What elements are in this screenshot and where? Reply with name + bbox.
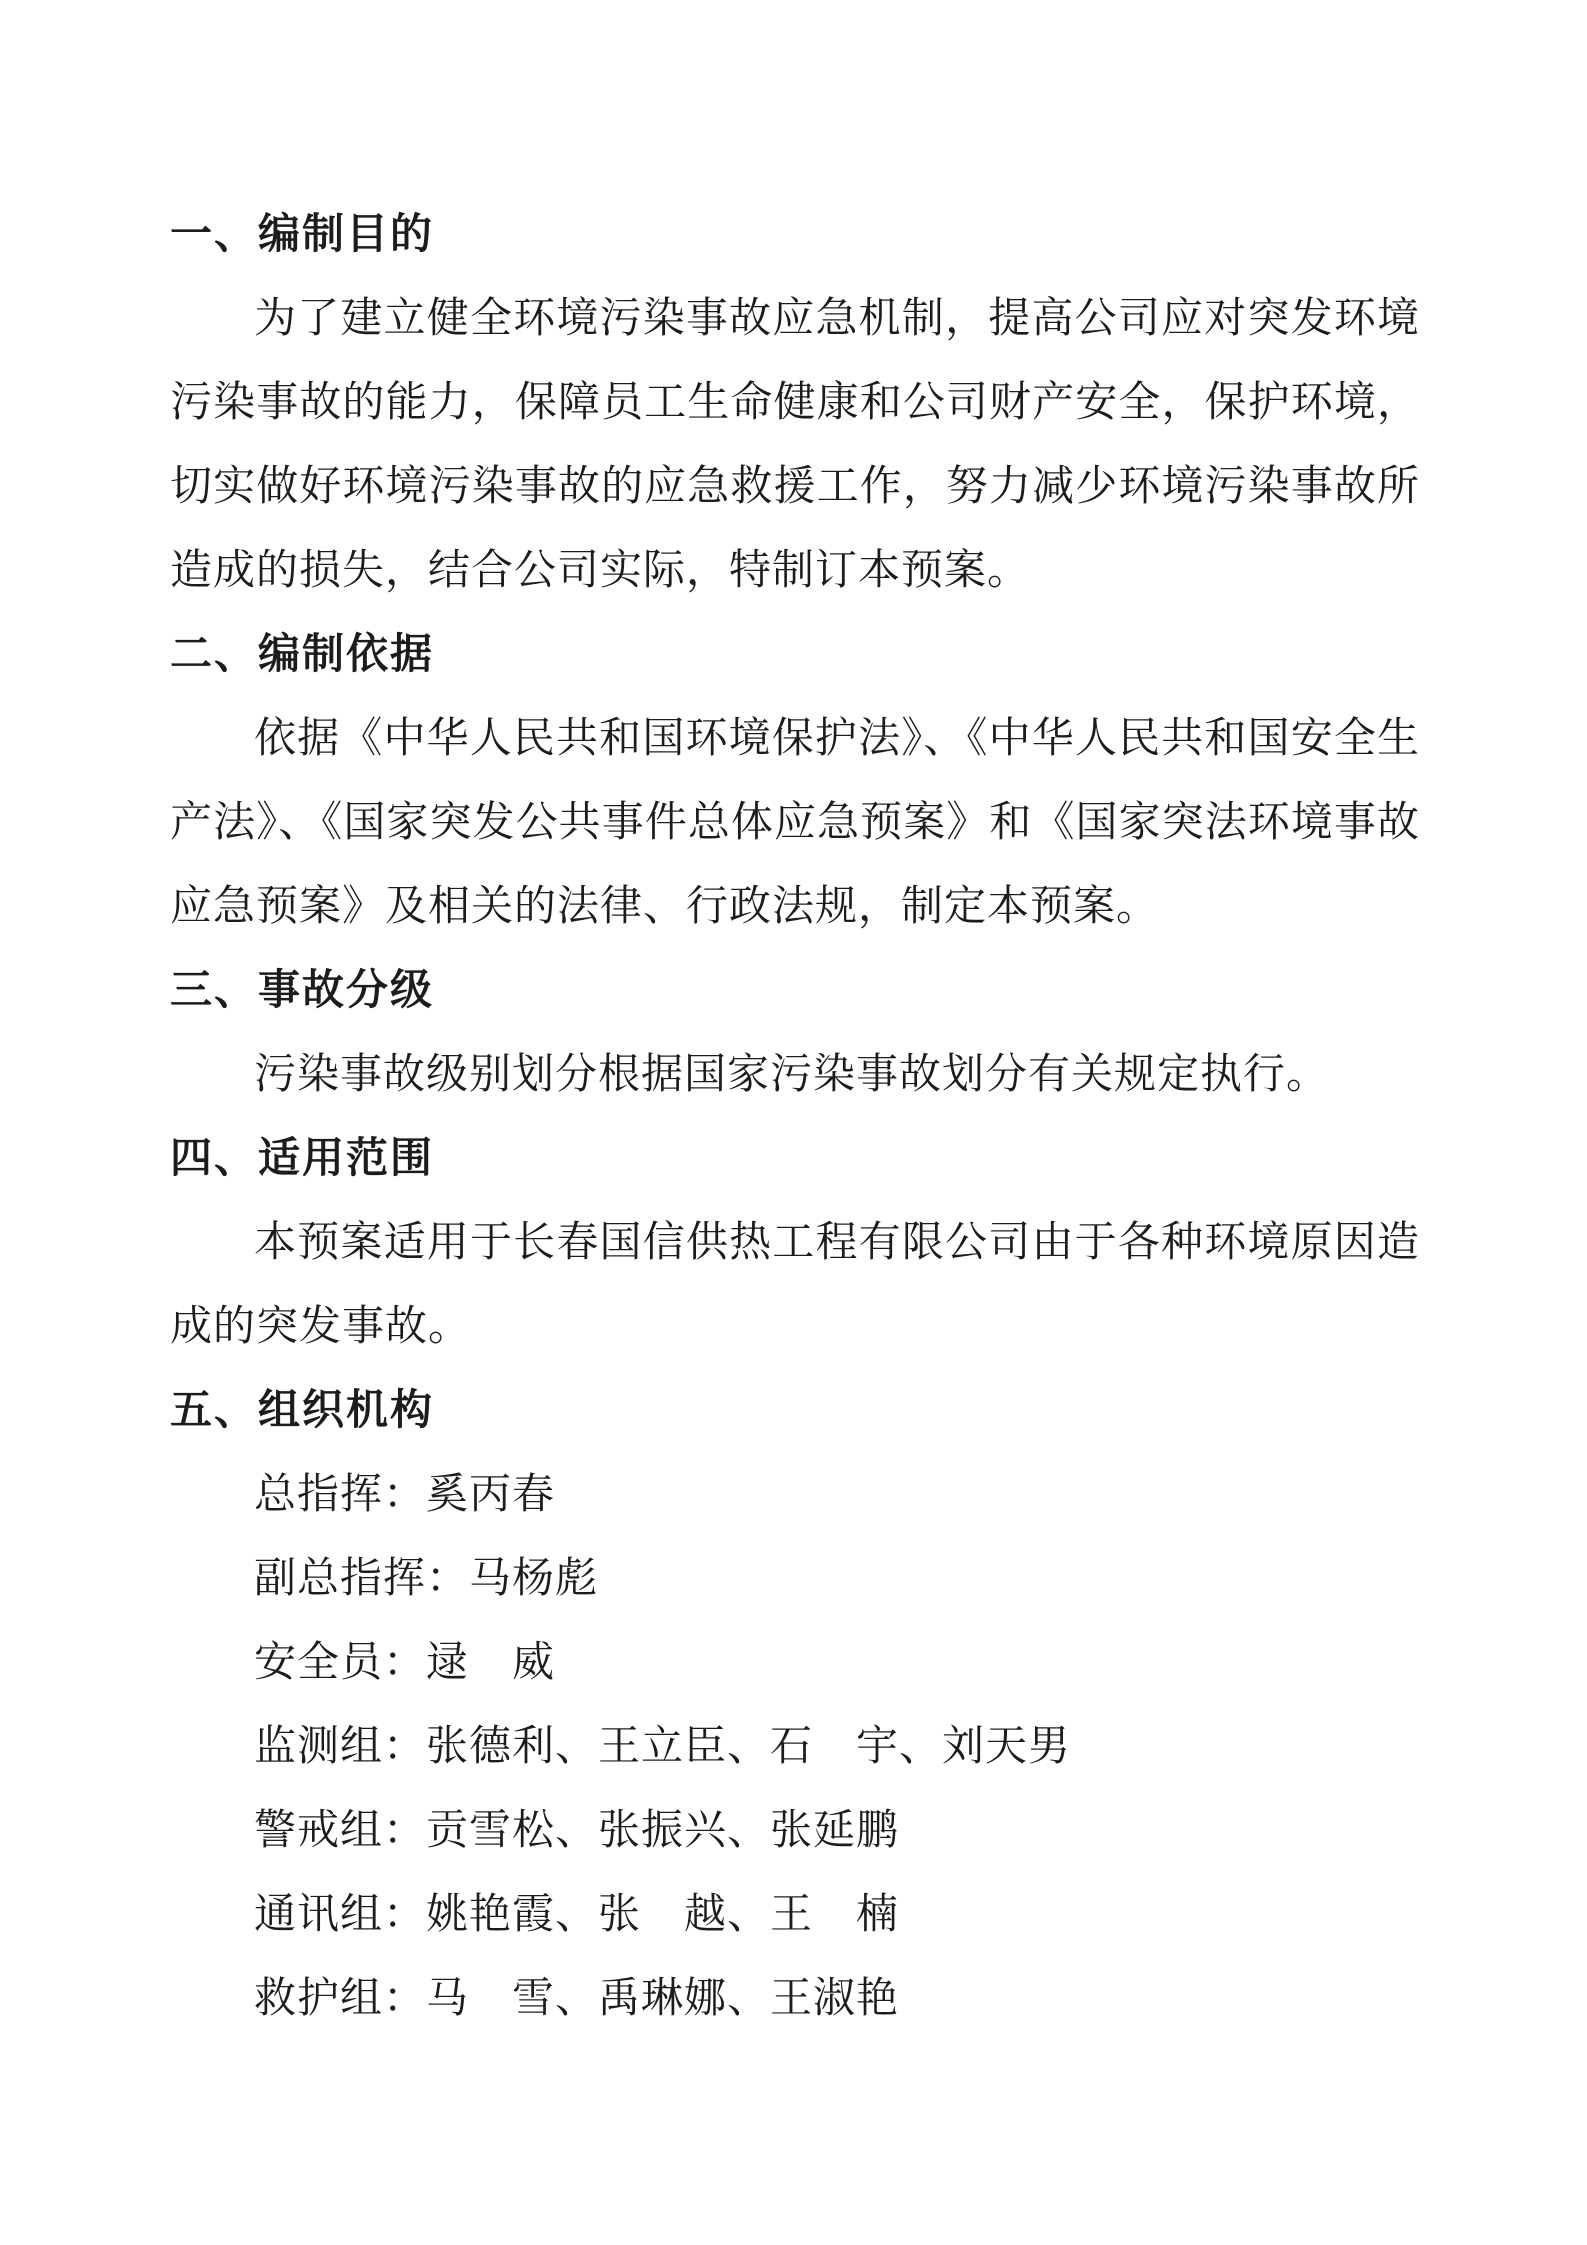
- org-list-item-safety-officer: 安全员：逯 威: [254, 1640, 556, 1686]
- section-heading-scope: 四、适用范围: [170, 1136, 435, 1182]
- section-heading-purpose: 一、编制目的: [170, 212, 435, 258]
- org-list-item-rescue-group: 救护组：马 雪、禹琳娜、王淑艳: [254, 1976, 900, 2022]
- section-heading-basis: 二、编制依据: [170, 632, 435, 678]
- paragraph-classification: 污染事故级别划分根据国家污染事故划分有关规定执行。: [254, 1052, 1330, 1098]
- org-list-item-security-group: 警戒组：贡雪松、张振兴、张延鹏: [254, 1808, 900, 1854]
- org-list-item-communication-group: 通讯组：姚艳霞、张 越、王 楠: [254, 1892, 900, 1938]
- org-list-item-chief-commander: 总指挥：奚丙春: [254, 1472, 556, 1518]
- paragraph-purpose: 为了建立健全环境污染事故应急机制，提高公司应对突发环境污染事故的能力，保障员工生命健康和公司财产安全，保护环境，切实做好环境污染事故的应急救援工作，努力减少环境污染事故所造成的损失，结合公司实际，特制订本预案。: [170, 296, 1420, 594]
- org-list-item-deputy-commander: 副总指挥：马杨彪: [254, 1556, 599, 1602]
- paragraph-scope: 本预案适用于长春国信供热工程有限公司由于各种环境原因造成的突发事故。: [170, 1220, 1420, 1350]
- section-heading-organization: 五、组织机构: [170, 1388, 435, 1434]
- paragraph-basis: 依据《中华人民共和国环境保护法》、《中华人民共和国安全生产法》、《国家突发公共事件总体应急预案》和《国家突法环境事故应急预案》及相关的法律、行政法规，制定本预案。: [170, 716, 1420, 930]
- organization-list: [170, 1453, 1420, 2041]
- org-list-item-monitoring-group: 监测组：张德利、王立臣、石 宇、刘天男: [254, 1724, 1072, 1770]
- section-heading-classification: 三、事故分级: [170, 968, 435, 1014]
